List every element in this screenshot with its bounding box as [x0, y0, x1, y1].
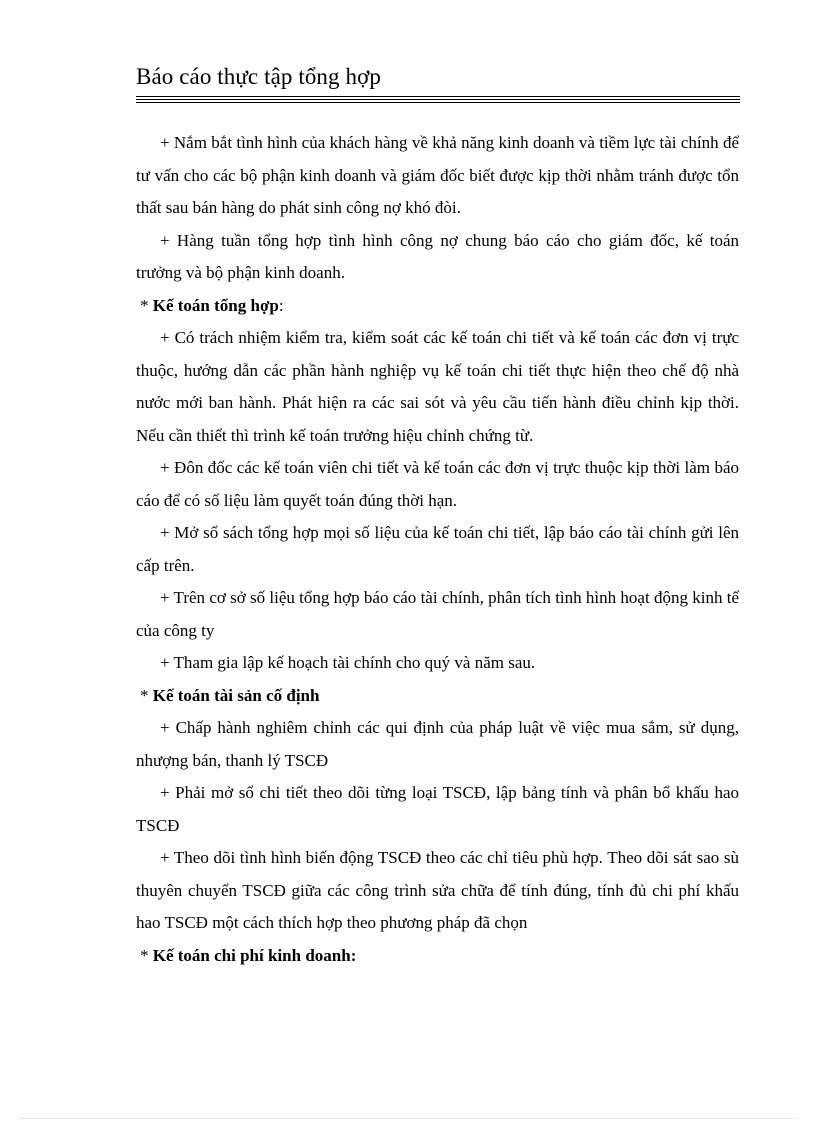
header-title: Báo cáo thực tập tổng hợp — [136, 64, 381, 89]
heading-prefix: * — [140, 945, 153, 965]
section-heading — [136, 940, 739, 973]
heading-text: Kế toán chi phí kinh doanh: — [152, 945, 357, 965]
paragraph: + Theo dõi tình hình biến động TSCĐ theo các chỉ tiêu phù hợp. Theo dõi sát sao sù thuyên chuyển TSCĐ giữa các công trình sửa chữa để tính đúng, tính đủ chi phí khấu hao TSCĐ một cách thích hợp theo phương pháp đã chọn — [136, 848, 739, 932]
paragraph: + Chấp hành nghiêm chỉnh các qui định của pháp luật về việc mua sắm, sử dụng, nhượng bán, thanh lý TSCĐ — [136, 718, 739, 770]
heading-suffix: : — [278, 295, 284, 315]
page-bottom-divider — [20, 1118, 796, 1119]
paragraph: + Hàng tuần tổng hợp tình hình công nợ chung báo cáo cho giám đốc, kế toán trưởng và bộ phận kinh doanh. — [136, 230, 739, 282]
header-rule — [136, 99, 740, 100]
paragraph: + Trên cơ sở số liệu tổng hợp báo cáo tài chính, phân tích tình hình hoạt động kinh tế của công ty — [136, 588, 739, 640]
paragraph: + Nắm bắt tình hình của khách hàng về khả năng kinh doanh và tiềm lực tài chính để tư vấn cho các bộ phận kinh doanh và giám đốc biết được kịp thời nhằm tránh được tổn thất sau bán hàng do phát sinh công nợ khó đòi. — [136, 133, 739, 217]
heading-text: Kế toán tổng hợp — [152, 295, 279, 315]
paragraph: + Phải mở sổ chi tiết theo dõi từng loại TSCĐ, lập bảng tính và phân bổ khấu hao TSCĐ — [136, 783, 739, 835]
paragraph: + Có trách nhiệm kiểm tra, kiểm soát các kế toán chi tiết và kế toán các đơn vị trực thuộc, hướng dẫn các phần hành nghiệp vụ kế toán chi tiết thực hiện theo chế độ nhà nước mới ban hành. Phát hiện ra các sai sót và yêu cầu tiến hành điều chỉnh kịp thời. Nếu cần thiết thì trình kế toán trưởng hiệu chỉnh chứng từ. — [136, 328, 739, 445]
page-header — [136, 62, 740, 103]
header-rule — [136, 102, 740, 103]
heading-prefix: * — [140, 685, 153, 705]
heading-prefix: * — [140, 295, 153, 315]
header-rule — [136, 96, 740, 97]
heading-text: Kế toán tài sản cố định — [152, 685, 320, 705]
section-heading — [136, 290, 739, 323]
document-body — [136, 127, 739, 972]
section-heading — [136, 680, 739, 713]
paragraph: + Mở sổ sách tổng hợp mọi số liệu của kế toán chi tiết, lập báo cáo tài chính gửi lên cấp trên. — [136, 523, 739, 575]
paragraph: + Đôn đốc các kế toán viên chi tiết và kế toán các đơn vị trực thuộc kịp thời làm báo cáo để có số liệu làm quyết toán đúng thời hạn. — [136, 458, 739, 510]
paragraph: + Tham gia lập kế hoạch tài chính cho quý và năm sau. — [160, 653, 536, 672]
